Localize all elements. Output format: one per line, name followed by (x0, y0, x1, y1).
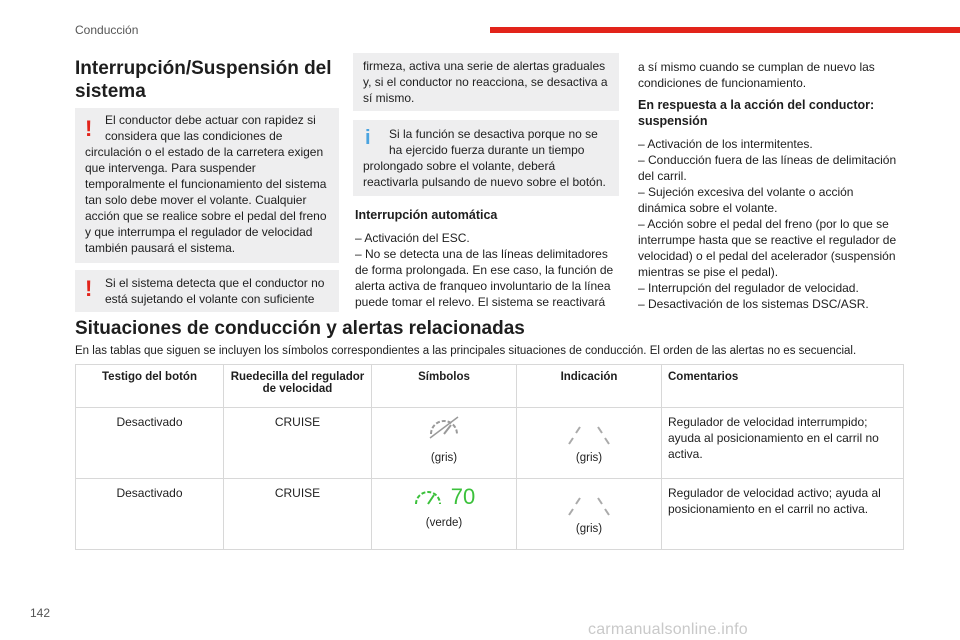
list-item: – No se detecta una de las líneas delimitadores (355, 247, 608, 261)
alert-box-grip-continued (353, 53, 619, 111)
list-item: – Conducción fuera de las líneas de delimitación (638, 153, 897, 167)
left-column-title (75, 57, 340, 103)
symbol-cell (372, 408, 517, 479)
alert-line: temporalmente el funcionamiento del sistema (85, 177, 327, 191)
list-item: dinámica sobre el volante. (638, 201, 778, 215)
wheel-cell: CRUISE (224, 408, 372, 479)
indication-cell (517, 479, 662, 550)
body-line: a sí mismo cuando se cumplan de nuevo las (638, 60, 875, 74)
info-line: prolongado sobre el volante, deberá (363, 159, 556, 173)
column-header: Ruedecilla del regulador de velocidad (224, 365, 372, 408)
situations-heading: Situaciones de conducción y alertas relacionadas (75, 318, 525, 339)
table-row (76, 479, 904, 550)
list-item: de forma prolongada. En ese caso, la función de (355, 263, 614, 277)
situations-table (75, 364, 904, 550)
info-line: Si la función se desactiva porque no se (389, 127, 598, 141)
list-item: – Acción sobre el pedal del freno (por lo que se (638, 217, 889, 231)
list-item: interrumpe hasta que se reactive el regulador de (638, 233, 897, 247)
lane-lines-icon (559, 422, 619, 446)
list-item: del carril. (638, 169, 687, 183)
section-heading-line2: sistema (75, 81, 146, 102)
column-header: Testigo del botón (76, 365, 224, 408)
table-header-row (76, 365, 904, 408)
comment-cell (662, 479, 904, 550)
alert-line: y que interrumpa el regulador de velocidad (85, 225, 313, 239)
list-item: alerta activa de franqueo involuntario de la línea (355, 279, 611, 293)
warning-exclamation-icon: ! (85, 276, 93, 301)
symbol-caption: (gris) (430, 452, 458, 464)
alert-box-grip (75, 270, 339, 312)
alert-line: que intervenga. Para suspender (85, 161, 256, 175)
button-status-cell: Desactivado (76, 408, 224, 479)
list-item: – Sujeción excesiva del volante o acción (638, 185, 854, 199)
lane-lines-icon (559, 493, 619, 517)
comment-line: ayuda al posicionamiento en el carril no (668, 431, 879, 445)
list-item: velocidad) o el pedal del acelerador (suspensión (638, 249, 896, 263)
body-line: condiciones de funcionamiento. (638, 76, 807, 90)
section-heading-line1: Interrupción/Suspensión del (75, 58, 332, 79)
comment-cell (662, 408, 904, 479)
indication-cell (517, 408, 662, 479)
info-line: ha ejercido fuerza durante un tiempo (389, 143, 585, 157)
list-item: – Activación de los intermitentes. (638, 137, 813, 151)
wheel-cell: CRUISE (224, 479, 372, 550)
header-accent-bar (490, 27, 960, 33)
alert-line: El conductor debe actuar con rapidez si (105, 113, 316, 127)
list-item: puede tomar el relevo. El sistema se reactivará (355, 295, 606, 309)
button-status-cell: Desactivado (76, 479, 224, 550)
indication-caption: (gris) (575, 523, 603, 535)
column-header: Indicación (517, 365, 662, 408)
cruise-control-on-icon (413, 485, 443, 509)
comment-line: Regulador de velocidad activo; ayuda al (668, 486, 881, 500)
list-item: – Interrupción del regulador de velocidad. (638, 281, 859, 295)
symbol-caption: (verde) (425, 517, 463, 529)
running-header: Conducción (75, 23, 139, 37)
right-column (638, 59, 908, 312)
column-header: Comentarios (662, 365, 904, 408)
comment-line: posicionamiento en el carril no activa. (668, 502, 869, 516)
alert-line: también pausará el sistema. (85, 241, 236, 255)
auto-interruption-section (355, 207, 621, 310)
situations-intro: En las tablas que siguen se incluyen los símbolos correspondientes a las principales situaciones de conducción. El orden de las alertas no es secuencial. (75, 345, 857, 357)
info-icon: i (365, 127, 371, 149)
cruise-control-off-icon (427, 414, 461, 440)
speed-value: 70 (450, 484, 476, 509)
alert-line: Si el sistema detecta que el conductor no (105, 276, 325, 290)
table-row (76, 408, 904, 479)
driver-action-heading: En respuesta a la acción del conductor: (638, 98, 875, 112)
list-item: – Desactivación de los sistemas DSC/ASR. (638, 297, 869, 311)
symbol-cell (372, 479, 517, 550)
alert-line: está sujetando el volante con suficiente (105, 292, 315, 306)
alert-line: firmeza, activa una serie de alertas graduales (363, 59, 606, 73)
watermark: carmanualsonline.info (588, 621, 748, 638)
alert-line: acción que se realice sobre el pedal del freno (85, 209, 327, 223)
info-line: reactivarla pulsando de nuevo sobre el botón. (363, 175, 606, 189)
page-number: 142 (30, 606, 51, 620)
alert-line: circulación o el estado de la carretera exigen (85, 145, 324, 159)
alert-box-steering (75, 108, 339, 263)
auto-interruption-heading: Interrupción automática (355, 208, 498, 222)
info-box-reactivate (353, 120, 619, 196)
alert-line: y, si el conductor no reacciona, se desactiva a (363, 75, 608, 89)
indication-caption: (gris) (575, 452, 603, 464)
comment-line: activa. (668, 447, 703, 461)
warning-exclamation-icon: ! (85, 116, 93, 141)
column-header: Símbolos (372, 365, 517, 408)
driver-action-heading: suspensión (638, 114, 708, 128)
alert-line: tan solo debe mover el volante. Cualquier (85, 193, 307, 207)
list-item: mientras se pise el pedal). (638, 265, 779, 279)
alert-line: sí mismo. (363, 91, 415, 105)
list-item: – Activación del ESC. (355, 231, 470, 245)
alert-line: considera que las condiciones de (105, 129, 283, 143)
comment-line: Regulador de velocidad interrumpido; (668, 415, 868, 429)
